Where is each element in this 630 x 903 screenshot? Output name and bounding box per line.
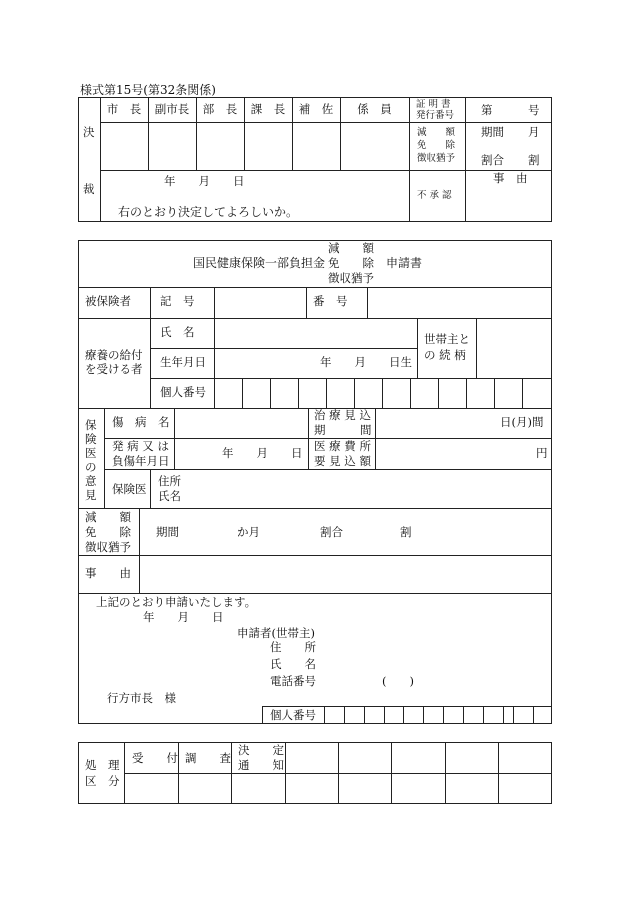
role-mayor: 市 長 <box>106 102 142 116</box>
role-assistant: 補 佐 <box>298 102 334 116</box>
approval-text: 右のとおり決定してよろしいか。 <box>118 205 299 219</box>
cert-dai: 第 <box>481 103 493 117</box>
reason-label: 事 由 <box>493 171 528 185</box>
cert-label-2: 発行番号 <box>416 110 455 121</box>
ratio-unit: 割 <box>528 153 540 167</box>
role-deputy-mayor: 副市長 <box>154 102 190 116</box>
cert-go: 号 <box>528 103 540 117</box>
treatment-label-2: 期 間 <box>314 423 372 437</box>
name-label: 氏 名 <box>160 325 195 339</box>
cert-label-1: 証 明 書 <box>416 99 451 110</box>
title-menjo: 免 除 <box>328 256 374 270</box>
doctor-side-5: 意 <box>85 474 97 488</box>
role-section-chief: 課 長 <box>250 102 286 116</box>
kigo-label: 記 号 <box>160 294 195 308</box>
title-choshu: 徴収猶予 <box>328 271 374 285</box>
app-type-menjo: 免 除 <box>85 525 131 539</box>
kessai-label-top: 決 <box>83 125 95 139</box>
doctor-side-4: の <box>85 460 97 474</box>
type-menjo: 免 除 <box>417 140 456 151</box>
treatment-unit: 日(月)間 <box>500 415 544 429</box>
doctor-side-6: 見 <box>85 488 97 502</box>
onset-format: 年 月 日 <box>222 446 303 460</box>
title-main: 国民健康保険一部負担金 <box>193 256 326 270</box>
title-gengaku: 減 額 <box>328 241 374 255</box>
period-label: 期間 <box>481 125 504 139</box>
app-reason-label: 事 由 <box>85 566 131 580</box>
reject-label: 不 承 認 <box>417 190 452 201</box>
relation-label-2: の 続 柄 <box>424 348 466 362</box>
doctor-label: 保険医 <box>112 482 147 496</box>
relation-label-1: 世帯主と <box>424 332 470 346</box>
applicant-phone-paren: ( ) <box>382 674 414 688</box>
investigation-label: 調 査 <box>185 751 231 765</box>
form-title: 様式第15号(第32条関係) <box>80 83 216 97</box>
processing-label-2: 区 分 <box>85 774 120 788</box>
title-shinsei: 申請書 <box>386 256 423 270</box>
kessai-label-bottom: 裁 <box>83 182 95 196</box>
cost-unit: 円 <box>536 446 548 460</box>
cost-label-1: 医 療 費 所 <box>314 439 371 453</box>
app-mynumber-label: 個人番号 <box>270 708 316 722</box>
bango-label: 番 号 <box>313 294 348 308</box>
role-staff: 係 員 <box>357 102 392 116</box>
app-ratio-label: 割合 <box>320 525 343 539</box>
decision-label-1: 決 定 <box>238 743 284 757</box>
app-date: 年 月 日 <box>143 610 224 624</box>
doctor-side-2: 険 <box>85 432 97 446</box>
insured-label: 被保険者 <box>85 294 131 308</box>
cost-label-2: 要 見 込 額 <box>314 454 371 468</box>
doctor-side-1: 保 <box>85 418 97 432</box>
applicant-name-label: 氏 名 <box>270 657 316 671</box>
treatment-label-1: 治 療 見 込 <box>314 408 371 422</box>
onset-label-1: 発 病 又 は <box>112 439 169 453</box>
doctor-name: 氏名 <box>158 489 181 503</box>
dob-format: 年 月 日生 <box>320 355 412 369</box>
app-period-unit: か月 <box>237 525 260 539</box>
type-choshu: 徴収猶予 <box>417 153 456 164</box>
mynumber-label: 個人番号 <box>160 385 206 399</box>
applicant-phone-label: 電話番号 <box>270 674 316 688</box>
dob-label: 生年月日 <box>160 355 206 369</box>
onset-label-2: 負傷年月日 <box>112 454 170 468</box>
app-type-gengaku: 減 額 <box>85 510 131 524</box>
recipient-label-1: 療養の給付 <box>85 348 143 362</box>
approval-date: 年 月 日 <box>164 174 245 188</box>
declaration-text: 上記のとおり申請いたします。 <box>96 595 257 609</box>
app-ratio-unit: 割 <box>400 525 412 539</box>
role-director: 部 長 <box>202 102 238 116</box>
ratio-label: 割合 <box>481 153 504 167</box>
type-gengaku: 減 額 <box>417 127 456 138</box>
applicant-address-label: 住 所 <box>270 640 316 654</box>
app-type-choshu: 徴収猶予 <box>85 540 131 554</box>
addressee: 行方市長 様 <box>107 691 176 705</box>
period-unit: 月 <box>528 125 540 139</box>
app-period-label: 期間 <box>156 525 179 539</box>
doctor-side-3: 医 <box>85 446 97 460</box>
received-label: 受 付 <box>132 751 178 765</box>
doctor-address: 住所 <box>158 474 181 488</box>
processing-label-1: 処 理 <box>85 758 120 772</box>
applicant-label: 申請者(世帯主) <box>237 626 315 640</box>
disease-label: 傷 病 名 <box>112 415 170 429</box>
recipient-label-2: を受ける者 <box>85 362 143 376</box>
decision-label-2: 通 知 <box>238 758 284 772</box>
